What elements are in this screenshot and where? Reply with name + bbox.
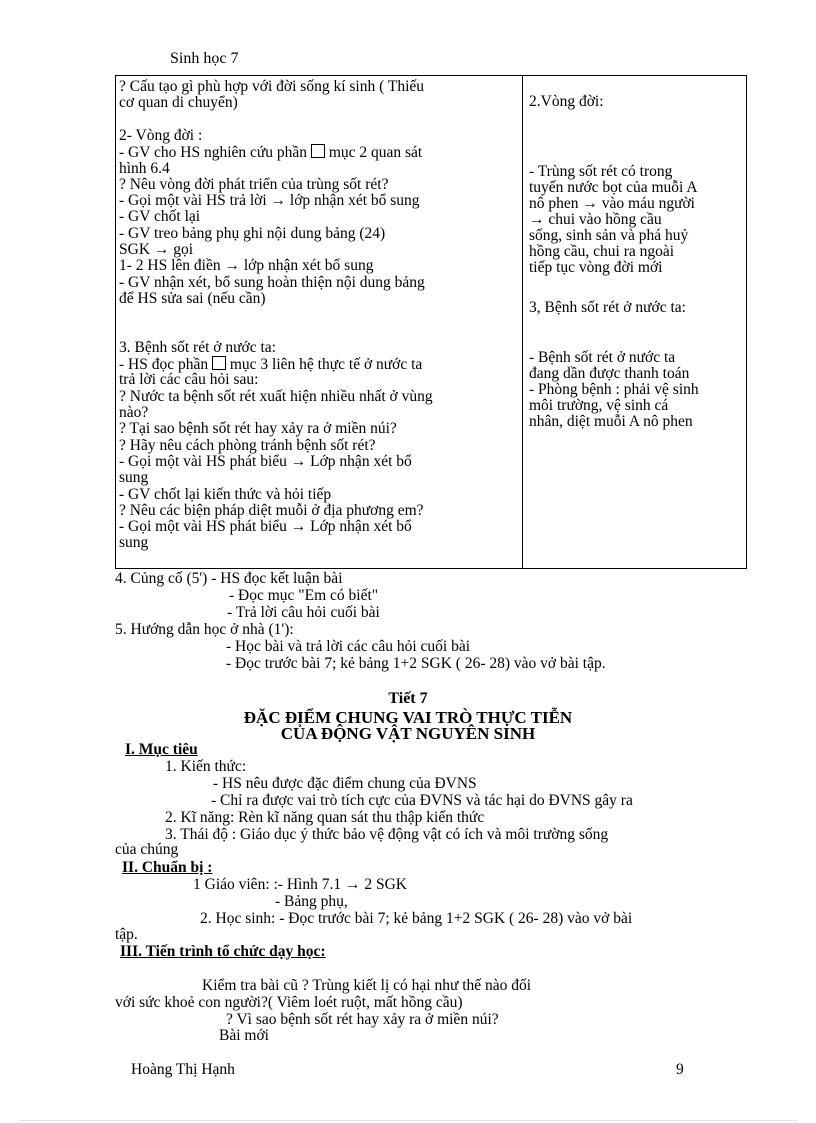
activity-line: ? Nêu vòng đời phát triển của trùng sốt rét? <box>119 175 389 193</box>
objective-line: - HS nêu được đặc điểm chung của ĐVNS <box>213 775 477 792</box>
activity-line: - GV chốt lại kiến thức và hỏi tiếp <box>119 485 332 503</box>
activity-line: - Gọi một vài HS trả lời → lớp nhận xét bổ sung <box>119 192 420 210</box>
activity-line: ? Hãy nêu cách phòng tránh bệnh sốt rét? <box>119 436 376 454</box>
lesson-title-line2: CỦA ĐỘNG VẬT NGUYÊN SINH <box>280 724 536 743</box>
content-line: nhân, diệt muỗi A nô phen <box>529 413 693 430</box>
activity-line: - GV cho HS nghiên cứu phần mục 2 quan sát <box>119 144 423 162</box>
review-line: - Học bài và trả lời các câu hỏi cuối bài <box>226 638 471 655</box>
page-bottom-border <box>20 1120 796 1121</box>
activity-line: ? Tại sao bệnh sốt rét hay xảy ra ở miền núi? <box>119 420 397 438</box>
lesson-table <box>115 75 747 569</box>
activity-line: ? Nước ta bệnh sốt rét xuất hiện nhiều nhất ở vùng <box>119 387 433 405</box>
activity-line: SGK → gọi <box>119 241 194 258</box>
objectives-heading: I. Mục tiêu <box>125 741 198 758</box>
activity-column <box>116 76 523 569</box>
preparation-line: 1 Giáo viên: :- Hình 7.1 → 2 SGK <box>193 876 407 893</box>
content-line: - Bệnh sốt rét ở nước ta <box>529 349 676 366</box>
activity-line: - HS đọc phần mục 3 liên hệ thực tế ở nước ta <box>119 356 423 374</box>
activity-line: nào? <box>119 404 149 421</box>
review-line: - Đọc mục "Em có biết" <box>229 587 379 604</box>
content-line: hồng cầu, chui ra ngoài <box>529 243 675 260</box>
lesson-title-line1: ĐẶC ĐIỂM CHUNG VAI TRÒ THỰC TIỄN <box>243 708 573 727</box>
objective-line: của chúng <box>115 841 179 858</box>
content-line: 2.Vòng đời: <box>529 93 604 110</box>
activity-line: 2- Vòng đời : <box>119 126 203 144</box>
activity-line: để HS sửa sai (nếu cần) <box>119 289 266 307</box>
footer-author: Hoàng Thị Hạnh <box>131 1061 235 1078</box>
content-line: - Trùng sốt rét có trong <box>529 163 673 180</box>
activity-line: - GV treo bảng phụ ghi nội dung bảng (24) <box>119 224 386 242</box>
activity-line: cơ quan di chuyển) <box>119 94 238 112</box>
activity-line: - Gọi một vài HS phát biểu → Lớp nhận xét bổ <box>119 518 412 536</box>
activity-line: hình 6.4 <box>119 159 170 177</box>
content-line: 3, Bệnh sốt rét ở nước ta: <box>529 299 686 316</box>
objective-line: - Chỉ ra được vai trò tích cực của ĐVNS và tác hại do ĐVNS gây ra <box>211 792 633 809</box>
activity-line: sung <box>119 469 149 487</box>
content-line: đang dần được thanh toán <box>529 365 690 382</box>
review-line: 4. Củng cố (5') - HS đọc kết luận bài <box>115 570 343 587</box>
activity-line: - GV nhận xét, bổ sung hoàn thiện nội dung bảng <box>119 273 425 291</box>
content-line: nô phen → vào máu người <box>529 195 695 212</box>
activity-line: 3. Bệnh sốt rét ở nước ta: <box>119 338 276 356</box>
process-line: Kiểm tra bài cũ ? Trùng kiết lị có hại như thế nào đối <box>202 977 532 994</box>
activity-line: 1- 2 HS lên điền → lớp nhận xét bổ sung <box>119 257 374 275</box>
footer-page-number: 9 <box>676 1061 684 1078</box>
page-header-subject: Sinh học 7 <box>170 50 239 67</box>
preparation-line: 2. Học sinh: - Đọc trước bài 7; kẻ bảng 1+2 SGK ( 26- 28) vào vở bài <box>200 910 633 927</box>
objective-line: 3. Thái độ : Giáo dục ý thức bảo vệ động vật có ích và môi trường sống <box>165 826 609 843</box>
content-line: sống, sinh sản và phá huỷ <box>529 227 689 244</box>
activity-line: - Gọi một vài HS phát biểu → Lớp nhận xét bổ <box>119 452 412 470</box>
content-line: - Phòng bệnh : phải vệ sinh <box>529 381 699 398</box>
activity-line: sung <box>119 534 149 552</box>
activity-line: - GV chốt lại <box>119 208 201 226</box>
review-line: - Trả lời câu hỏi cuối bài <box>227 604 380 621</box>
content-line: tuyến nước bọt của muỗi A <box>529 179 698 196</box>
lesson-number: Tiết 7 <box>388 690 428 707</box>
process-line: Bài mới <box>219 1027 269 1044</box>
preparation-heading: II. Chuẩn bị : <box>122 859 213 876</box>
checkbox-square-icon <box>212 356 226 370</box>
preparation-line: - Bảng phụ, <box>275 893 348 910</box>
process-line: với sức khoẻ con người?( Viêm loét ruột, mất hồng cầu) <box>115 994 463 1011</box>
checkbox-square-icon <box>311 144 325 158</box>
content-column <box>523 76 747 569</box>
preparation-line: tập. <box>115 926 138 943</box>
activity-line: ? Cấu tạo gì phù hợp với đời sống kí sinh ( Thiếu <box>119 78 425 95</box>
review-line: - Đọc trước bài 7; kẻ bảng 1+2 SGK ( 26- 28) vào vở bài tập. <box>226 655 606 672</box>
content-line: môi trường, vệ sinh cá <box>529 397 669 414</box>
activity-line: ? Nêu các biện pháp diệt muỗi ở địa phương em? <box>119 501 424 519</box>
objective-line: 1. Kiến thức: <box>165 758 247 775</box>
process-heading: III. Tiến trình tổ chức dạy học: <box>120 943 326 960</box>
review-line: 5. Hướng dẫn học ở nhà (1'): <box>115 621 294 638</box>
content-line: tiếp tục vòng đời mới <box>529 259 663 276</box>
process-line: ? Vì sao bệnh sốt rét hay xảy ra ở miền núi? <box>226 1011 499 1028</box>
activity-line: trả lời các câu hỏi sau: <box>119 371 259 389</box>
objective-line: 2. Kĩ năng: Rèn kĩ năng quan sát thu thập kiến thức <box>165 809 485 826</box>
content-line: → chui vào hồng cầu <box>529 211 662 228</box>
